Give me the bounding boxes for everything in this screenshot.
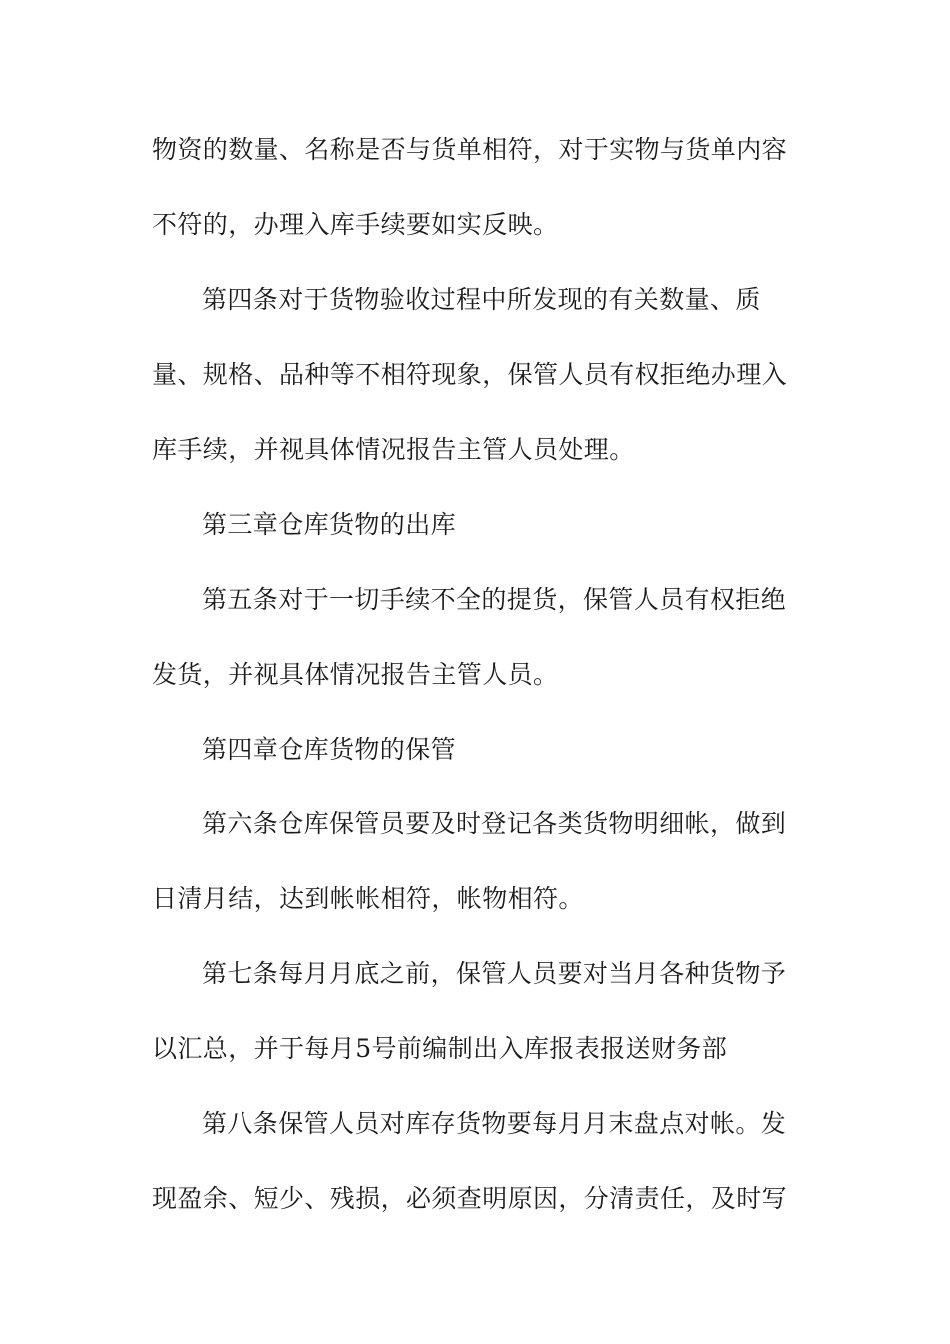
text-line: 以汇总，并于每月5号前编制出入库报表报送财务部 [152,1034,728,1063]
text-line: 库手续，并视具体情况报告主管人员处理。 [152,435,635,464]
text-line: 量、规格、品种等不相符现象，保管人员有权拒绝办理入 [152,360,788,389]
text-line: 物资的数量、名称是否与货单相符，对于实物与货单内容 [152,135,788,164]
paragraph-article-4: 第四条对于货物验收过程中所发现的有关数量、质 [202,285,761,314]
text-line: 日清月结，达到帐帐相符，帐物相符。 [152,884,584,913]
chapter-heading-4: 第四章仓库货物的保管 [202,735,457,764]
text-line: 发货，并视具体情况报告主管人员。 [152,660,559,689]
paragraph-article-8: 第八条保管人员对库存货物要每月月末盘点对帐。发 [202,1109,787,1138]
text-line: 不符的，办理入库手续要如实反映。 [152,210,559,239]
chapter-heading-3: 第三章仓库货物的出库 [202,510,457,539]
paragraph-article-6: 第六条仓库保管员要及时登记各类货物明细帐，做到 [202,809,787,838]
text-line: 现盈余、短少、残损，必须查明原因，分清责任，及时写 [152,1184,788,1213]
paragraph-article-7: 第七条每月月底之前，保管人员要对当月各种货物予 [202,959,787,988]
paragraph-article-5: 第五条对于一切手续不全的提货，保管人员有权拒绝 [202,585,787,614]
